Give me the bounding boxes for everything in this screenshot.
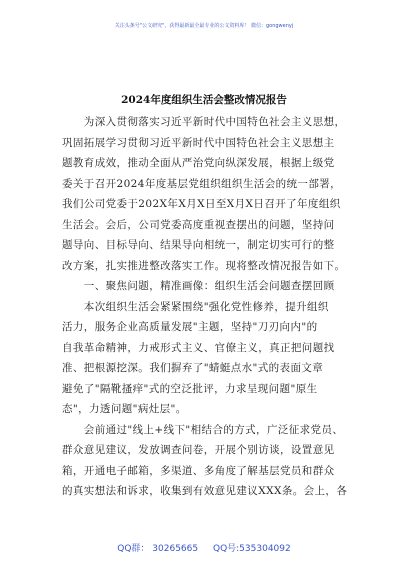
body-line: 箱，开通电子邮箱，多渠道、多角度了解基层党员和群众 — [62, 464, 335, 477]
body-line: 自我革命精神，力戒形式主义、官僚主义，真正把问题找 — [62, 341, 335, 354]
body-line: 本次组织生活会紧紧围绕"强化党性修养，提升组织 — [62, 300, 329, 313]
section-heading: 一、聚焦问题，精准画像：组织生活会问题查摆回顾 — [62, 280, 335, 292]
document-title: 2024年度组织生活会整改情况报告 — [121, 94, 287, 106]
body-line: 委关于召开2024年度基层党组织组织生活会的统一部署， — [62, 177, 342, 190]
body-line: 我们公司党委于202X年X月X日至X月X日召开了年度组织 — [62, 198, 341, 210]
body-line: 为深入贯彻落实习近平新时代中国特色社会主义思想， — [62, 116, 346, 128]
body-line: 群众意见建议，发放调查问卷，开展个别访谈，设置意见 — [62, 444, 335, 456]
document-body — [62, 112, 362, 502]
body-line: 活力，服务企业高质量发展"主题，坚持"刀刃向内"的 — [62, 321, 318, 333]
footer-qq-group: QQ群： 30265665 — [117, 544, 199, 554]
body-line: 会前通过"线上+线下"相结合的方式，广泛征求党员、 — [62, 423, 344, 436]
body-line: 题教育成效，推动全面从严治党向纵深发展，根据上级党 — [62, 157, 335, 169]
body-line: 避免了"隔靴搔痒"式的空泛批评，力求呈现问题"原生 — [62, 382, 318, 395]
body-line: 巩固拓展学习贯彻习近平新时代中国特色社会主义思想主 — [62, 136, 335, 149]
footer-qq-number: QQ号:535304092 — [212, 544, 291, 554]
body-line: 生活会。会后，公司党委高度重视查摆出的问题，坚持问 — [62, 218, 335, 231]
body-line: 态"，力透问题"病灶层"。 — [62, 403, 187, 415]
body-line: 的真实想法和诉求，收集到有效意见建议XXX条。会上，各 — [62, 485, 348, 497]
body-line: 改方案，扎实推进整改落实工作。现将整改情况报告如下。 — [62, 259, 346, 272]
body-line: 准、把根源挖深。我们摒弃了"蜻蜓点水"式的表面文章 — [62, 362, 324, 374]
body-line: 题导向、目标导向、结果导向相统一，制定切实可行的整 — [62, 239, 335, 251]
footer-contact — [0, 541, 408, 554]
header-banner: 关注头条号"公文研究"，获得最新最全最专业的公文资料库！ 微信：gongwenyj — [114, 23, 294, 29]
